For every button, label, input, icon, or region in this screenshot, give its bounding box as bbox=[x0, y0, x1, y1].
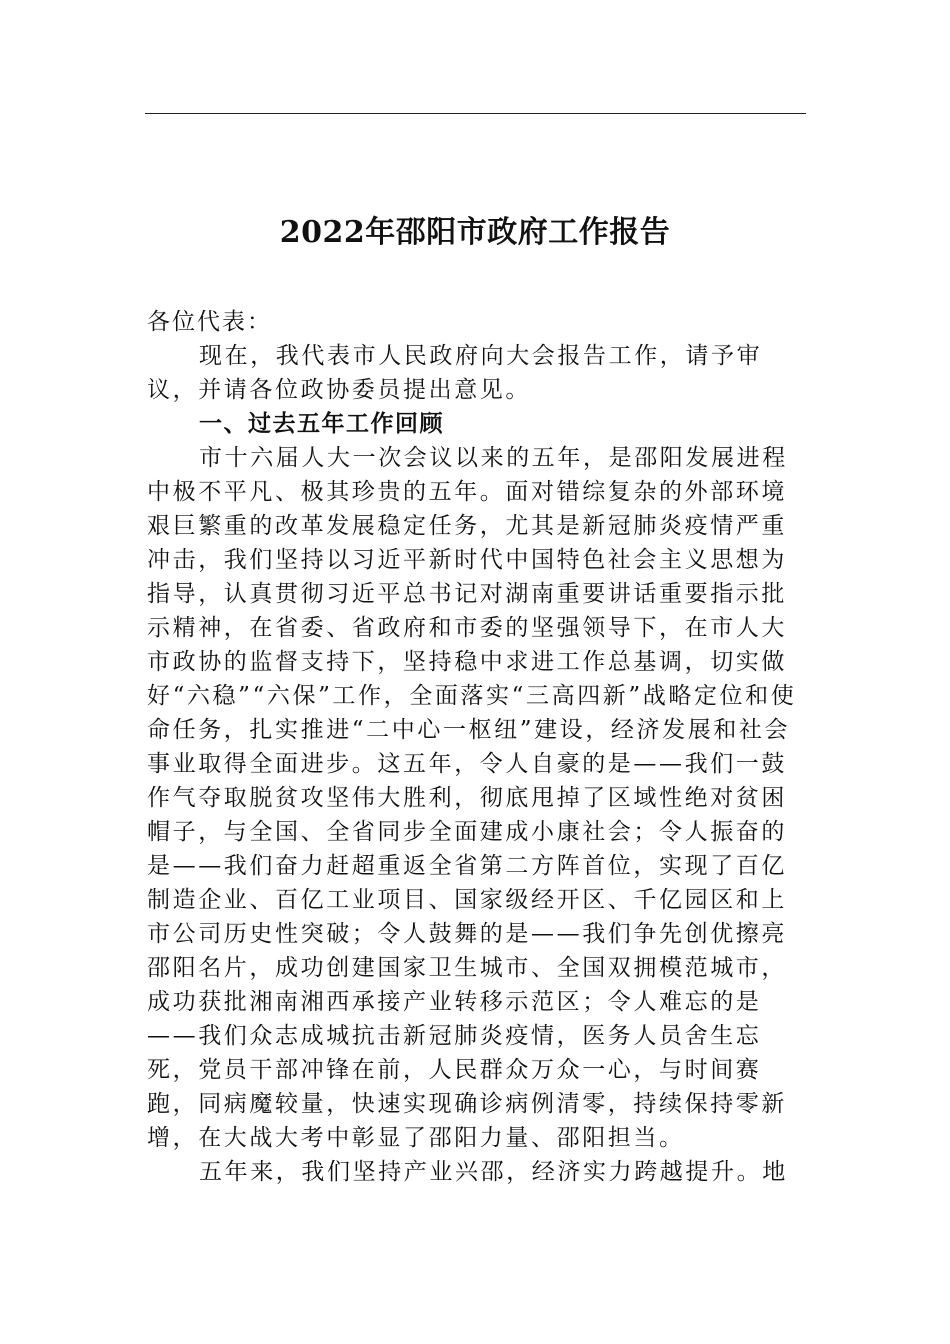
section-heading: 一、过去五年工作回顾 bbox=[199, 411, 444, 437]
body-paragraph-1: 市十六届人大一次会议以来的五年，是邵阳发展进程中极不平凡、极其珍贵的五年。面对错综复杂的外部环境艰巨繁重的改革发展稳定任务，尤其是新冠肺炎疫情严重冲击，我们坚持以习近平新时代中国特色社会主义思想为指导，认真贯彻习近平总书记对湖南重要讲话重要指示批示精神，在省委、省政府和市委的坚强领导下，在市人大市政协的监督支持下，坚持稳中求进工作总基调，切实做好“六稳”“六保”工作，全面落实“三高四新”战略定位和使命任务，扎实推进“二中心一枢纽”建设，经济发展和社会事业取得全面进步。这五年，令人自豪的是——我们一鼓作气夺取脱贫攻坚伟大胜利，彻底甩掉了区域性绝对贫困帽子，与全国、全省同步全面建成小康社会；令人振奋的是——我们奋力赶超重返全省第二方阵首位，实现了百亿制造企业、百亿工业项目、国家级经开区、千亿园区和上市公司历史性突破；令人鼓舞的是——我们争先创优擦亮邵阳名片，成功创建国家卫生城市、全国双拥模范城市，成功获批湘南湘西承接产业转移示范区；令人难忘的是——我们众志成城抗击新冠肺炎疫情，医务人员舍生忘死，党员干部冲锋在前，人民群众万众一心，与时间赛跑，同病魔较量，快速实现确诊病例清零，持续保持零新增，在大战大考中彰显了邵阳力量、邵阳担当。 bbox=[147, 445, 797, 1151]
salutation: 各位代表： bbox=[147, 309, 272, 335]
header-rule bbox=[145, 113, 806, 114]
intro-paragraph: 现在，我代表市人民政府向大会报告工作，请予审议，并请各位政协委员提出意见。 bbox=[147, 343, 763, 403]
document-body bbox=[147, 305, 807, 1189]
document-title: 2022年邵阳市政府工作报告 bbox=[279, 215, 671, 250]
body-paragraph-2: 五年来，我们坚持产业兴邵，经济实力跨越提升。地 bbox=[199, 1159, 788, 1185]
